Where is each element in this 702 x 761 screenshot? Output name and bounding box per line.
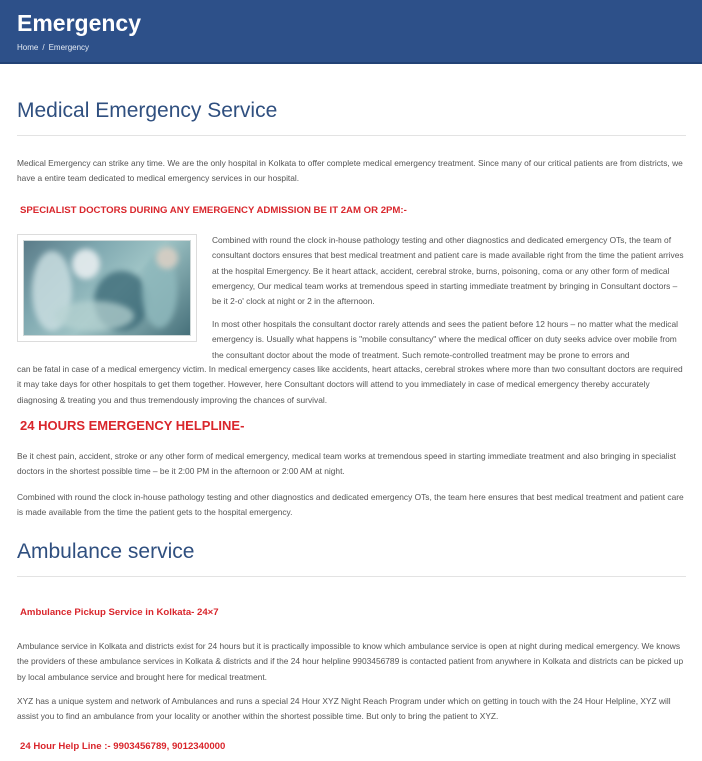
page-banner xyxy=(0,0,702,64)
ambulance-paragraph-2: XYZ has a unique system and network of Ambulances and runs a special 24 Hour XYZ Night Reach Program under which on getting in touch with the 24 Hour Helpline, XYZ will assist you to find an ambulance from your locality or another within the shortest possible time. But only to bring the patient to XYZ. xyxy=(17,696,671,722)
section-divider xyxy=(17,576,686,577)
medical-emergency-heading: Medical Emergency Service xyxy=(17,99,278,122)
breadcrumb-current: Emergency xyxy=(48,43,90,52)
breadcrumb-separator: / xyxy=(42,43,45,52)
emergency-photo xyxy=(23,240,191,336)
helpline-heading: 24 HOURS EMERGENCY HELPLINE- xyxy=(20,418,245,433)
specialist-paragraph-2a: In most other hospitals the consultant doctor rarely attends and sees the patient before 12 hours – no matter what the medical emergency is. Usually what happens is "mobile consultancy" where the medical officer on duty seeks advice over mobile from the consultant doctor about the mode of treatment. Such remote-controlled treatment may be prone to errors and xyxy=(212,319,679,360)
specialist-doctors-heading: SPECIALIST DOCTORS DURING ANY EMERGENCY ADMISSION BE IT 2AM OR 2PM:- xyxy=(20,205,407,216)
ambulance-pickup-heading: Ambulance Pickup Service in Kolkata- 24×7 xyxy=(20,607,219,618)
helpline-paragraph-2: Combined with round the clock in-house pathology testing and other diagnostics and dedicated emergency OTs, the team here ensures that best medical treatment and patient care is made available from the time the patient gets to the hospital emergency. xyxy=(17,492,684,518)
ambulance-paragraph-1: Ambulance service in Kolkata and districts exist for 24 hours but it is practically impossible to know which ambulance service is open at night during medical emergency. We knows the providers of these ambulance services in Kolkata & districts and if the 24 hour helpline 9903456789 is contacted patient from anywhere in Kolkata and districts can be picked up by local ambulance service and brought here for medical treatment. xyxy=(17,641,684,682)
specialist-paragraph-1: Combined with round the clock in-house pathology testing and other diagnostics and dedicated emergency OTs, the team of consultant doctors ensures that best medical treatment and patient care is made available right from the time the patient arrives at the hospital Emergency. Be it heart attack, accident, cerebral stroke, burns, poisoning, coma or any other form of medical emergency, Our medical team works at tremendous speed in starting immediate treatment by bringing in Consultant doctors – be it 2-o' clock at night or 2 in the afternoon. xyxy=(212,235,684,307)
breadcrumb xyxy=(17,43,89,52)
page-title: Emergency xyxy=(17,10,142,36)
ambulance-service-heading: Ambulance service xyxy=(17,540,195,563)
emergency-team-image xyxy=(17,234,197,342)
specialist-paragraph-2b: can be fatal in case of a medical emergency victim. In medical emergency cases like accidents, heart attacks, cerebral strokes where more than two consultant doctors are required it may take days for other hospitals to get them together. However, here Consultant doctors will attend to you immediately in case of medical emergency thereby accurately diagnosing & treating you and thus tremendously improving the chances of survival. xyxy=(17,364,683,405)
help-line-numbers: 24 Hour Help Line :- 9903456789, 9012340000 xyxy=(20,741,226,752)
section-divider xyxy=(17,135,686,136)
helpline-paragraph-1: Be it chest pain, accident, stroke or any other form of medical emergency, medical team works at tremendous speed in starting immediate treatment and also bringing in specialist doctors in the shortest possible time – be it 2:00 PM in the afternoon or 2:00 AM at night. xyxy=(17,451,676,477)
breadcrumb-home-link[interactable]: Home xyxy=(17,43,39,52)
emergency-intro-text: Medical Emergency can strike any time. We are the only hospital in Kolkata to offer complete medical emergency treatment. Since many of our critical patients are from districts, we have a entire team dedicated to medical emergency services in our hospital. xyxy=(17,158,683,184)
